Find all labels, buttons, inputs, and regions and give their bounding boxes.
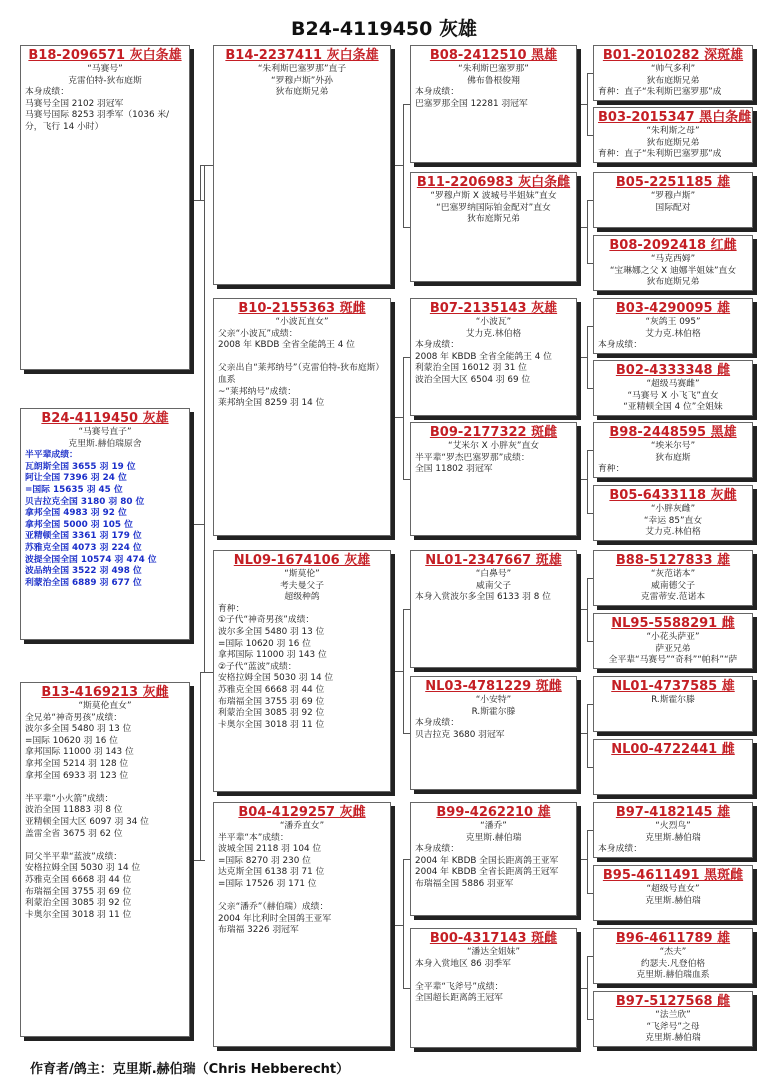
pedigree-text-line: 布瑞福全国 3755 羽 69 位 (218, 696, 325, 707)
pedigree-connector (403, 104, 404, 227)
pedigree-text-line: “潘乔直女” (279, 821, 325, 831)
pedigree-text-line: 艾力克.林伯格 (645, 527, 701, 538)
pedigree-text-line: 克雷蒂安.范诺本 (640, 592, 706, 603)
pedigree-text-line: 卡奥尔全国 3018 羽 11 位 (218, 719, 325, 730)
pedigree-text-line: 艾力克.林伯格 (645, 328, 701, 339)
ring-number-heading: B02-4333348 雌 (615, 363, 731, 378)
pedigree-text-line: 本身成绩： (415, 844, 459, 855)
pedigree-text-line: “灰鸽王 095” (645, 317, 701, 327)
pedigree-text-line: 育种： (218, 603, 245, 614)
pedigree-box-b04-4129257 (213, 802, 391, 1047)
pedigree-text-line: “杰夫” (659, 947, 687, 957)
pedigree-text-line: 克里斯.赫伯瑞 (645, 1033, 701, 1044)
pedigree-text-line: “超级号直女” (646, 884, 700, 894)
pedigree-text-line: “马赛号 X 小飞飞”直女 (627, 390, 719, 401)
pedigree-connector (403, 479, 410, 480)
pedigree-text-line: 艾力克.林伯格 (465, 328, 522, 339)
pedigree-connector (403, 357, 410, 358)
spacer-line (25, 782, 185, 794)
pedigree-connector (403, 357, 404, 479)
pedigree-connector (395, 165, 403, 166)
pedigree-connector (587, 1019, 593, 1020)
breeder-footer: 作育者/鸽主：克里斯.赫伯瑞（Chris Hebberecht） (30, 1062, 350, 1077)
ring-number-heading: B05-2251185 雄 (615, 175, 731, 190)
pedigree-text-line: 达克斯全国 6138 羽 71 位 (218, 867, 325, 878)
pedigree-box-b10-2155363 (213, 298, 391, 536)
pedigree-box-nl01-2347667 (410, 550, 577, 668)
pedigree-text-line: “小花头萨亚” (646, 632, 700, 642)
ring-number-heading: B97-5127568 雌 (615, 994, 731, 1009)
pedigree-text-line: “飞斧号”之母 (646, 1021, 700, 1032)
ring-number-heading: NL95-5588291 雌 (611, 616, 735, 631)
pedigree-connector (587, 450, 593, 451)
pedigree-text-line: “艾米尔 X 小胖灰”直女 (447, 441, 540, 451)
pedigree-connector (587, 513, 593, 514)
pedigree-text-line: 盖雷全省 3675 羽 62 位 (25, 828, 123, 839)
pedigree-text-line: 父亲“小波瓦”成绩： (218, 328, 298, 339)
pedigree-text-line: “朱利斯巴塞罗那”直子 (257, 64, 347, 74)
pedigree-connector (587, 326, 593, 327)
pedigree-text-line: ②子代“蓝波”成绩： (218, 661, 297, 672)
pedigree-text-line: 半平辈“小火箭”成绩： (25, 793, 114, 804)
pedigree-text-line: “斯莫伦” (284, 569, 320, 579)
pedigree-connector (204, 165, 205, 672)
pedigree-text-line: 贝吉拉克 3680 羽冠军 (415, 729, 505, 740)
pedigree-text-line: 马赛号国际 8253 羽季军（1036 米/分，飞行 14 小时） (25, 110, 170, 132)
pedigree-text-line: 苏雅克全国 6668 羽 44 位 (218, 684, 325, 695)
pedigree-box-b09-2177322 (410, 422, 577, 536)
pedigree-box-b24-4119450 (20, 408, 190, 640)
ring-number-heading: B96-4611789 雄 (615, 931, 731, 946)
pedigree-connector (587, 263, 593, 264)
pedigree-text-line: “小安特” (475, 695, 512, 705)
ring-number-heading: B88-5127833 雄 (615, 553, 731, 568)
pedigree-box-b05-2251185 (593, 172, 753, 228)
pedigree-text-line: 狄布庭斯兄弟 (467, 214, 520, 225)
pedigree-text-line: “斯莫伦直女” (78, 701, 132, 711)
pedigree-text-line: 克里斯.赫伯瑞 (645, 832, 701, 843)
pedigree-text-line: 本身入赏波尔多全国 6133 羽 8 位 (415, 592, 551, 603)
pedigree-text-line: 全兄弟“神奇男孩”成绩： (25, 712, 123, 723)
pedigree-text-line: ①子代“神奇男孩”成绩： (218, 615, 315, 626)
pedigree-box-b03-2015347 (593, 107, 753, 163)
pedigree-text-line: 安格拉姆全国 5030 羽 14 位 (218, 673, 334, 684)
pedigree-connector (403, 733, 410, 734)
pedigree-connector (403, 609, 410, 610)
ring-number-heading: B98-2448595 黑雄 (609, 425, 737, 440)
pedigree-text-line: 苏雅克全国 4073 羽 224 位 (25, 542, 142, 553)
pedigree-text-line: 2008 年 KBDB 全省全能鸽王 4 位 (415, 351, 552, 362)
spacer-line (415, 970, 572, 982)
pedigree-text-line: “马克西姆” (650, 254, 696, 264)
ring-number-heading: B08-2412510 黑雄 (429, 48, 558, 63)
pedigree-text-line: 狄布庭斯兄弟 (646, 277, 700, 288)
pedigree-text-line: =国际 10620 羽 16 位 (25, 735, 118, 746)
pedigree-text-line: “超级马赛雌” (646, 379, 700, 389)
ring-number-heading: B05-6433118 灰雌 (609, 488, 737, 503)
pedigree-text-line: 利蒙治全国 6889 羽 677 位 (25, 577, 142, 588)
ring-number-heading: B03-4290095 雄 (615, 301, 731, 316)
pedigree-text-line: 本身成绩： (415, 718, 459, 729)
pedigree-text-line: “幸运 85”直女 (643, 515, 703, 526)
pedigree-text-line: 瓦朗斯全国 3655 羽 19 位 (25, 461, 136, 472)
pedigree-text-line: “朱利斯巴塞罗那” (458, 64, 529, 74)
pedigree-text-line: R.斯霍尔滕 (651, 695, 695, 705)
ring-number-heading: B09-2177322 斑雌 (429, 425, 558, 440)
pedigree-text-line: 约瑟夫.凡登伯格 (640, 958, 706, 969)
pedigree-connector (587, 956, 593, 957)
pedigree-text-line: 2004 年 KBDB 全国长距离鸽王亚军 (415, 855, 559, 866)
ring-number-heading: B10-2155363 斑雌 (238, 301, 366, 316)
pedigree-text-line: 育种：直子“朱利斯巴塞罗那”成 (598, 87, 722, 98)
pedigree-text-line: “罗穆卢斯 X 波城号半姐妹”直女 (430, 191, 557, 201)
pedigree-connector (587, 956, 588, 1019)
pedigree-connector (587, 73, 593, 74)
spacer-line (218, 352, 386, 364)
pedigree-text-line: 同父半平辈“蓝波”成绩： (25, 851, 123, 862)
pedigree-text-line: 全平辈“飞斧号”成绩： (415, 981, 504, 992)
pedigree-text-line: 本身成绩： (25, 87, 69, 98)
pedigree-box-b01-2010282 (593, 45, 753, 101)
pedigree-connector (204, 165, 213, 166)
pedigree-text-line: “白鼻号” (475, 569, 512, 579)
pedigree-connector (587, 200, 588, 263)
pedigree-title: B24-4119450 灰雄 (291, 18, 477, 40)
pedigree-text-line: 马赛号全国 2102 羽冠军 (25, 98, 124, 109)
pedigree-text-line: “罗穆卢斯”外孙 (271, 75, 333, 86)
pedigree-text-line: 波治全国大区 6504 羽 69 位 (415, 374, 531, 385)
pedigree-text-line: 波尔多全国 5480 羽 13 位 (218, 626, 325, 637)
pedigree-box-b88-5127833 (593, 550, 753, 606)
pedigree-connector (403, 988, 410, 989)
pedigree-text-line: 国际配对 (655, 202, 691, 213)
pedigree-text-line: 超级种鸽 (284, 592, 320, 603)
pedigree-text-line: 全平辈“马赛号”“奇科”“帕科”“萨 (608, 655, 738, 666)
pedigree-text-line: “宝琳娜之父 X 迪娜半姐妹”直女 (609, 265, 737, 276)
pedigree-text-line: 半平辈“本”成绩： (218, 832, 289, 843)
pedigree-connector (587, 704, 593, 705)
pedigree-text-line: 2008 年 KBDB 全省全能鸽王 4 位 (218, 340, 355, 351)
pedigree-text-line: “罗穆卢斯” (650, 191, 696, 201)
pedigree-text-line: “小胖灰雌” (650, 504, 696, 514)
pedigree-text-line: 苏雅克全国 6668 羽 44 位 (25, 874, 132, 885)
pedigree-text-line: 拿邦国际 11000 羽 143 位 (218, 650, 327, 661)
pedigree-connector (587, 704, 588, 767)
ring-number-heading: B08-2092418 红雌 (609, 238, 737, 253)
pedigree-connector (194, 524, 204, 525)
spacer-line (25, 840, 185, 852)
pedigree-connector (200, 200, 205, 201)
pedigree-text-line: ~“莱邦纳号”成绩： (218, 386, 297, 397)
pedigree-text-line: R.斯霍尔滕 (471, 706, 516, 717)
pedigree-connector (200, 860, 205, 861)
pedigree-text-line: 利蒙治全国 3085 羽 92 位 (218, 708, 325, 719)
pedigree-text-line: 贝吉拉克全国 3180 羽 80 位 (25, 496, 145, 507)
pedigree-text-line: “小波瓦” (475, 317, 512, 327)
pedigree-connector (587, 73, 588, 135)
pedigree-connector (587, 767, 593, 768)
pedigree-box-b08-2412510 (410, 45, 577, 163)
pedigree-text-line: 克里斯.赫伯瑞 (465, 832, 522, 843)
pedigree-connector (587, 893, 593, 894)
pedigree-connector (587, 830, 593, 831)
pedigree-text-line: 卡奥尔全国 3018 羽 11 位 (25, 909, 132, 920)
ring-number-heading: B03-2015347 黑白条雌 (598, 110, 752, 125)
pedigree-text-line: =国际 17526 羽 171 位 (218, 878, 317, 889)
pedigree-box-nl00-4722441 (593, 739, 753, 795)
pedigree-text-line: 佛布鲁根俊翔 (467, 75, 520, 86)
pedigree-text-line: 考夫曼父子 (280, 580, 324, 591)
pedigree-connector (587, 388, 593, 389)
ring-number-heading: B95-4611491 黑斑雌 (602, 868, 744, 883)
pedigree-text-line: “埃米尔号” (650, 441, 696, 451)
ring-number-heading: B04-4129257 灰雌 (238, 805, 366, 820)
ring-number-heading: B99-4262210 雄 (436, 805, 551, 820)
pedigree-text-line: 克里斯.赫伯瑞原舍 (68, 438, 142, 449)
pedigree-box-b99-4262210 (410, 802, 577, 916)
pedigree-text-line: 育种： (598, 464, 625, 475)
ring-number-heading: NL03-4781229 斑雌 (425, 679, 562, 694)
pedigree-text-line: 父亲出自“莱邦纳号”（克雷伯特-狄布庭斯）血系 (218, 363, 385, 385)
pedigree-text-line: =国际 8270 羽 230 位 (218, 855, 311, 866)
pedigree-box-b98-2448595 (593, 422, 753, 478)
pedigree-text-line: “马赛号” (87, 64, 123, 74)
pedigree-text-line: 狄布庭斯兄弟 (275, 87, 329, 98)
ring-number-heading: NL00-4722441 雌 (611, 742, 735, 757)
pedigree-box-nl03-4781229 (410, 676, 577, 790)
pedigree-connector (403, 609, 404, 733)
pedigree-text-line: 拿邦全国 4983 羽 92 位 (25, 508, 127, 519)
pedigree-text-line: 育种：直子“朱利斯巴塞罗那”成 (598, 149, 722, 160)
pedigree-text-line: “帅气多利” (650, 64, 696, 74)
pedigree-text-line: 克里斯.赫伯瑞 (645, 895, 701, 906)
ring-number-heading: B14-2237411 灰白条雄 (225, 48, 379, 63)
pedigree-text-line: 本身入赏地区 86 羽季军 (415, 958, 511, 969)
pedigree-connector (395, 417, 403, 418)
pedigree-box-b00-4317143 (410, 928, 577, 1048)
pedigree-box-nl01-4737585 (593, 676, 753, 732)
pedigree-box-b11-2206983 (410, 172, 577, 282)
pedigree-text-line: 亚精顿全国 3361 羽 179 位 (25, 531, 142, 542)
pedigree-connector (204, 672, 213, 673)
pedigree-text-line: 克里斯.赫伯瑞血系 (636, 970, 710, 981)
pedigree-text-line: “潘达全姐妹” (466, 947, 521, 957)
pedigree-text-line: 波城全国 2118 羽 104 位 (218, 844, 322, 855)
pedigree-text-line: 父亲“潘乔”（赫伯瑞）成绩： (218, 902, 329, 913)
pedigree-box-b03-4290095 (593, 298, 753, 354)
ring-number-heading: B01-2010282 深斑雄 (602, 48, 744, 63)
pedigree-text-line: 威南父子 (475, 580, 512, 591)
pedigree-text-line: 半平辈成绩： (25, 450, 78, 461)
pedigree-connector (587, 135, 593, 136)
pedigree-text-line: 半平辈“罗杰巴塞罗那”成绩： (415, 452, 530, 463)
pedigree-connector (200, 165, 201, 200)
pedigree-connector (200, 672, 201, 860)
pedigree-text-line: 克雷伯特-狄布庭斯 (68, 75, 142, 86)
pedigree-text-line: 巴塞罗那全国 12281 羽冠军 (415, 98, 528, 109)
pedigree-connector (587, 578, 588, 641)
pedigree-connector (587, 326, 588, 388)
pedigree-text-line: “法兰欣” (655, 1010, 691, 1020)
pedigree-text-line: 2004 年 KBDB 全省长距离鸽王冠军 (415, 867, 559, 878)
pedigree-connector (587, 641, 593, 642)
pedigree-connector (587, 200, 593, 201)
pedigree-text-line: 利蒙治全国 16012 羽 31 位 (415, 363, 527, 374)
pedigree-connector (587, 578, 593, 579)
pedigree-text-line: 本身成绩： (598, 340, 642, 351)
pedigree-connector (395, 671, 403, 672)
pedigree-box-b02-4333348 (593, 360, 753, 416)
pedigree-text-line: 本身成绩： (415, 87, 459, 98)
pedigree-box-b18-2096571 (20, 45, 190, 370)
pedigree-box-b13-4169213 (20, 682, 190, 1037)
pedigree-text-line: 本身成绩： (415, 340, 459, 351)
pedigree-box-b05-6433118 (593, 485, 753, 541)
pedigree-text-line: 狄布庭斯兄弟 (646, 75, 700, 86)
pedigree-connector (403, 859, 410, 860)
pedigree-text-line: 波治全国 11883 羽 8 位 (25, 805, 123, 816)
pedigree-text-line: “火烈鸟” (655, 821, 691, 831)
pedigree-box-b96-4611789 (593, 928, 753, 984)
pedigree-text-line: 布瑞福全国 3755 羽 69 位 (25, 886, 132, 897)
pedigree-text-line: 狄布庭斯 (655, 452, 691, 463)
pedigree-connector (587, 450, 588, 513)
pedigree-box-b95-4611491 (593, 865, 753, 921)
pedigree-text-line: 拿邦全国 5000 羽 105 位 (25, 519, 133, 530)
ring-number-heading: B13-4169213 灰雌 (41, 685, 169, 700)
pedigree-connector (200, 672, 205, 673)
ring-number-heading: B18-2096571 灰白条雄 (28, 48, 182, 63)
pedigree-text-line: 阿让全国 7396 羽 24 位 (25, 473, 127, 484)
pedigree-text-line: “马赛号直子” (78, 427, 132, 437)
pedigree-text-line: 本身成绩： (598, 844, 642, 855)
pedigree-text-line: “巴塞罗纳国际铂金配对”直女 (436, 202, 551, 213)
pedigree-text-line: 波尔多全国 5480 羽 13 位 (25, 724, 132, 735)
pedigree-connector (395, 925, 403, 926)
spacer-line (218, 891, 386, 903)
pedigree-text-line: “小波瓦直女” (275, 317, 329, 327)
pedigree-text-line: “潘乔” (480, 821, 507, 831)
ring-number-heading: B11-2206983 灰白条雌 (416, 175, 571, 190)
pedigree-box-b08-2092418 (593, 235, 753, 291)
pedigree-box-b97-5127568 (593, 991, 753, 1047)
pedigree-text-line: 波提全国全国 10574 羽 474 位 (25, 554, 157, 565)
pedigree-text-line: 狄布庭斯兄弟 (646, 137, 700, 148)
pedigree-box-nl09-1674106 (213, 550, 391, 792)
ring-number-heading: NL01-4737585 雄 (611, 679, 735, 694)
pedigree-text-line: 2004 年比利时全国鸽王亚军 (218, 913, 332, 924)
pedigree-text-line: 利蒙治全国 3085 羽 92 位 (25, 898, 132, 909)
ring-number-heading: B24-4119450 灰雄 (41, 411, 169, 426)
pedigree-box-nl95-5588291 (593, 613, 753, 669)
pedigree-text-line: =国际 15635 羽 45 位 (25, 484, 123, 495)
pedigree-text-line: 拿邦全国 6933 羽 123 位 (25, 770, 129, 781)
pedigree-text-line: “朱利斯之母” (646, 126, 700, 136)
pedigree-text-line: “灰范诺本” (650, 569, 696, 579)
pedigree-text-line: 亚精顿全国大区 6097 羽 34 位 (25, 816, 149, 827)
ring-number-heading: NL01-2347667 斑雄 (425, 553, 562, 568)
pedigree-box-b07-2135143 (410, 298, 577, 416)
pedigree-text-line: 拿邦国际 11000 羽 143 位 (25, 747, 134, 758)
ring-number-heading: NL09-1674106 灰雄 (233, 553, 371, 568)
pedigree-text-line: 萨亚兄弟 (655, 643, 691, 654)
pedigree-connector (587, 830, 588, 893)
pedigree-text-line: 莱邦纳全国 8259 羽 14 位 (218, 398, 325, 409)
pedigree-text-line: 布瑞福 3226 羽冠军 (218, 925, 299, 936)
pedigree-text-line: 波品纳全国 3522 羽 498 位 (25, 566, 142, 577)
pedigree-text-line: 安格拉姆全国 5030 羽 14 位 (25, 863, 141, 874)
pedigree-text-line: 全国 11802 羽冠军 (415, 464, 493, 475)
pedigree-connector (403, 227, 410, 228)
pedigree-box-b14-2237411 (213, 45, 391, 285)
pedigree-text-line: 布瑞福全国 5886 羽亚军 (415, 878, 514, 889)
pedigree-connector (403, 104, 410, 105)
ring-number-heading: B97-4182145 雄 (615, 805, 731, 820)
pedigree-connector (200, 165, 205, 166)
ring-number-heading: B00-4317143 斑雌 (429, 931, 558, 946)
pedigree-text-line: “亚精顿全国 4 位”全姐妹 (623, 402, 723, 413)
pedigree-text-line: 全国超长距离鸽王冠军 (415, 993, 503, 1004)
pedigree-box-b97-4182145 (593, 802, 753, 858)
pedigree-text-line: =国际 10620 羽 16 位 (218, 638, 311, 649)
pedigree-text-line: 拿邦全国 5214 羽 128 位 (25, 758, 129, 769)
ring-number-heading: B07-2135143 灰雄 (429, 301, 558, 316)
pedigree-connector (403, 859, 404, 988)
pedigree-text-line: 威南德父子 (651, 580, 695, 591)
